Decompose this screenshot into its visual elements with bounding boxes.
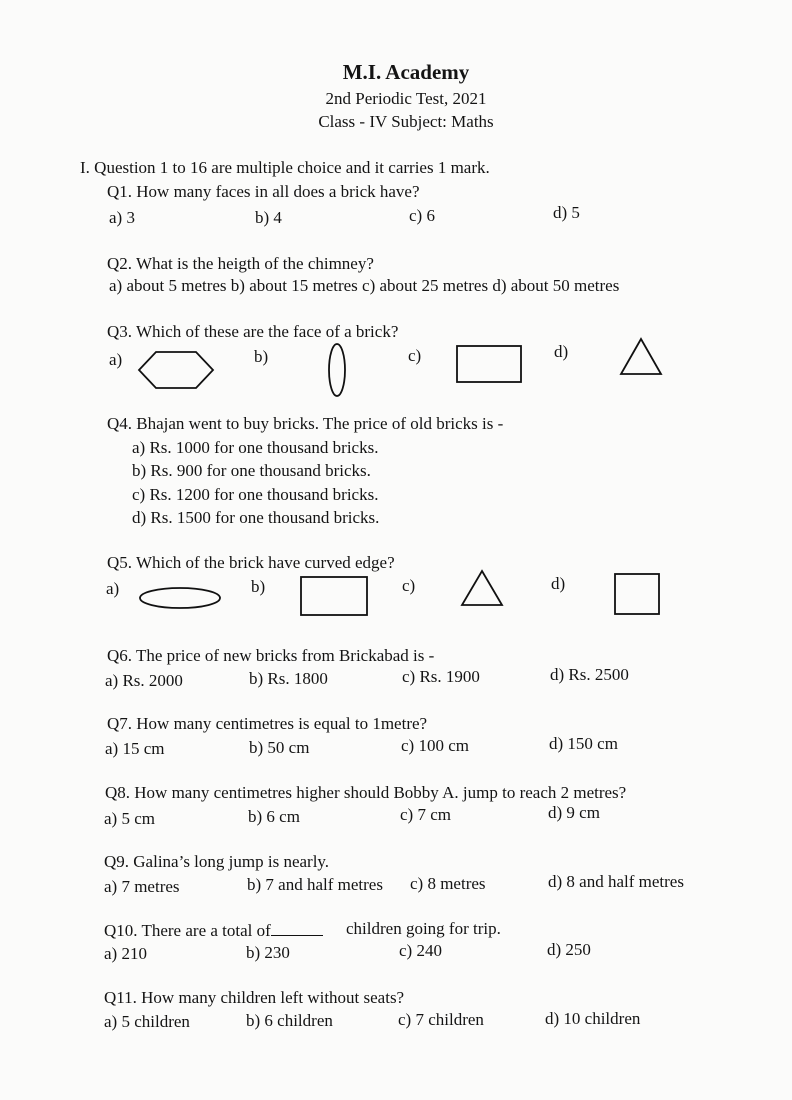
q9-option-a: a) 7 metres	[104, 877, 180, 896]
q6-option-c: c) Rs. 1900	[402, 667, 480, 686]
q7-option-c: c) 100 cm	[401, 736, 469, 755]
hexagon-icon	[138, 350, 214, 390]
q3-option-d: d)	[554, 342, 569, 361]
q9-option-c: c) 8 metres	[410, 874, 486, 893]
question-6: Q6. The price of new bricks from Brickabad is -	[107, 646, 435, 665]
ellipse-icon	[138, 586, 222, 610]
q11-option-a: a) 5 children	[104, 1012, 190, 1031]
q10-option-d: d) 250	[547, 940, 591, 959]
q9-option-b: b) 7 and half metres	[247, 875, 383, 894]
q11-option-c: c) 7 children	[398, 1010, 484, 1029]
school-name: M.I. Academy	[342, 60, 470, 84]
triangle-icon	[460, 569, 504, 607]
q10-option-b: b) 230	[246, 943, 290, 962]
question-9: Q9. Galina’s long jump is nearly.	[104, 852, 330, 871]
question-8: Q8. How many centimetres higher should Bobby A. jump to reach 2 metres?	[105, 783, 627, 802]
square-icon	[614, 573, 660, 615]
q3-option-c: c)	[408, 346, 422, 365]
rectangle-icon	[456, 345, 522, 383]
q5-option-d: d)	[551, 574, 566, 593]
triangle-icon	[619, 337, 663, 377]
q10-text-after: children going for trip.	[346, 919, 501, 938]
q1-option-b: b) 4	[255, 208, 282, 227]
section-title: I. Question 1 to 16 are multiple choice and it carries 1 mark.	[80, 158, 490, 177]
q1-option-d: d) 5	[553, 203, 580, 222]
q4-option-a: a) Rs. 1000 for one thousand bricks.	[132, 438, 379, 457]
question-4: Q4. Bhajan went to buy bricks. The price of old bricks is -	[107, 414, 504, 433]
rectangle-icon	[300, 576, 368, 616]
question-7: Q7. How many centimetres is equal to 1metre?	[107, 714, 428, 733]
question-11: Q11. How many children left without seats?	[104, 988, 405, 1007]
q8-option-b: b) 6 cm	[248, 807, 300, 826]
ellipse-icon	[327, 342, 347, 398]
q9-option-d: d) 8 and half metres	[548, 872, 684, 891]
question-3: Q3. Which of these are the face of a brick?	[107, 322, 399, 341]
q2-options: a) about 5 metres b) about 15 metres c) about 25 metres d) about 50 metres	[109, 276, 620, 295]
question-1: Q1. How many faces in all does a brick have?	[107, 182, 420, 201]
q4-option-b: b) Rs. 900 for one thousand bricks.	[132, 461, 371, 480]
question-10	[104, 921, 323, 941]
q8-option-a: a) 5 cm	[104, 809, 155, 828]
q1-option-c: c) 6	[409, 206, 435, 225]
q4-option-c: c) Rs. 1200 for one thousand bricks.	[132, 485, 379, 504]
q7-option-a: a) 15 cm	[105, 739, 165, 758]
class-subject: Class - IV Subject: Maths	[318, 112, 494, 131]
q6-option-a: a) Rs. 2000	[105, 671, 183, 690]
question-5: Q5. Which of the brick have curved edge?	[107, 553, 395, 572]
q10-option-a: a) 210	[104, 944, 147, 963]
answer-blank	[271, 921, 323, 936]
q10-text-before: Q10. There are a total of	[104, 921, 271, 940]
q6-option-b: b) Rs. 1800	[249, 669, 328, 688]
q10-option-c: c) 240	[399, 941, 442, 960]
q4-option-d: d) Rs. 1500 for one thousand bricks.	[132, 508, 380, 527]
q7-option-b: b) 50 cm	[249, 738, 310, 757]
q11-option-d: d) 10 children	[545, 1009, 641, 1028]
q1-option-a: a) 3	[109, 208, 135, 227]
test-title: 2nd Periodic Test, 2021	[325, 89, 487, 108]
q3-option-b: b)	[254, 347, 269, 366]
q6-option-d: d) Rs. 2500	[550, 665, 629, 684]
q7-option-d: d) 150 cm	[549, 734, 618, 753]
q5-option-a: a)	[106, 579, 120, 598]
q11-option-b: b) 6 children	[246, 1011, 333, 1030]
q5-option-b: b)	[251, 577, 266, 596]
q5-option-c: c)	[402, 576, 416, 595]
question-2: Q2. What is the heigth of the chimney?	[107, 254, 374, 273]
q8-option-c: c) 7 cm	[400, 805, 451, 824]
q8-option-d: d) 9 cm	[548, 803, 600, 822]
q3-option-a: a)	[109, 350, 123, 369]
